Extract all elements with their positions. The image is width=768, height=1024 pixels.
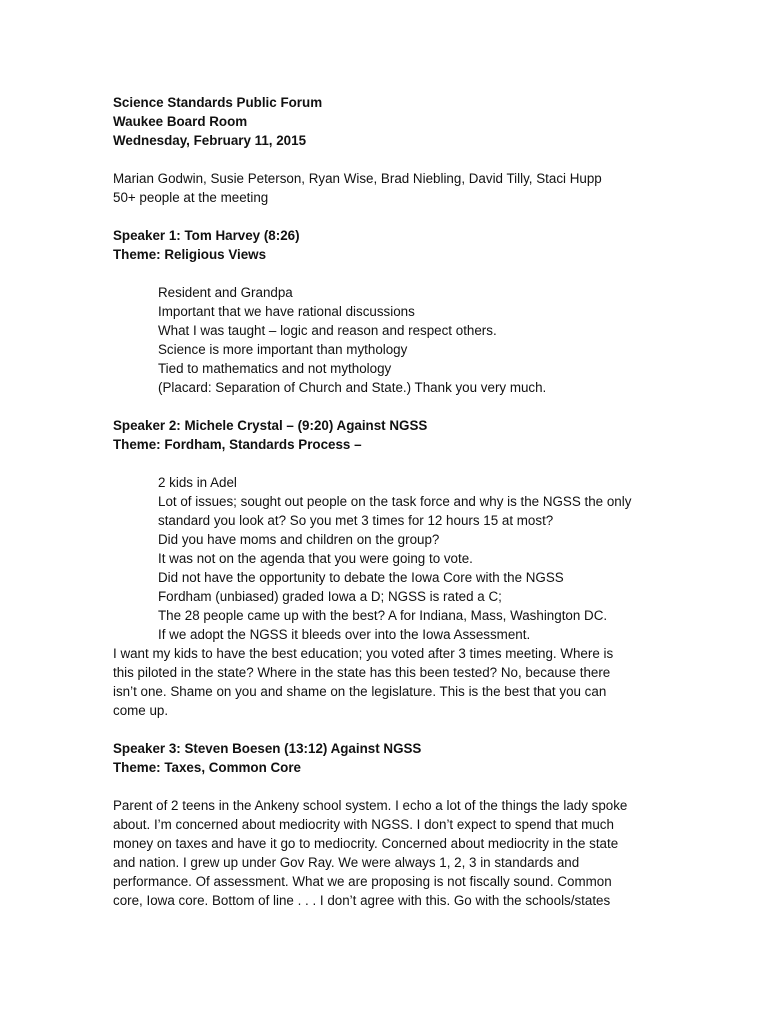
speaker-2-theme: Theme: Fordham, Standards Process –	[113, 437, 362, 452]
speaker-2-paragraph-line: this piloted in the state? Where in the state has this been tested? No, because there	[113, 665, 611, 680]
attendee-names: Marian Godwin, Susie Peterson, Ryan Wise, Brad Niebling, David Tilly, Staci Hupp	[113, 171, 602, 186]
speaker-2-paragraph-line: isn’t one. Shame on you and shame on the legislature. This is the best that you can	[113, 684, 607, 699]
speaker-1-heading: Speaker 1: Tom Harvey (8:26)	[113, 228, 300, 243]
speaker-1-note: Resident and Grandpa	[158, 285, 293, 300]
speaker-2-note: standard you look at? So you met 3 times for 12 hours 15 at most?	[158, 513, 554, 528]
speaker-3-paragraph-line: core, Iowa core. Bottom of line . . . I don’t agree with this. Go with the schools/states	[113, 893, 611, 908]
speaker-2-paragraph-line: I want my kids to have the best education; you voted after 3 times meeting. Where is	[113, 646, 614, 661]
speaker-2-note: It was not on the agenda that you were going to vote.	[158, 551, 473, 566]
speaker-3-heading: Speaker 3: Steven Boesen (13:12) Against NGSS	[113, 741, 422, 756]
forum-location: Waukee Board Room	[113, 114, 248, 129]
speaker-1-note: Science is more important than mythology	[158, 342, 408, 357]
speaker-1-note: (Placard: Separation of Church and State.) Thank you very much.	[158, 380, 547, 395]
speaker-2-note: Fordham (unbiased) graded Iowa a D; NGSS is rated a C;	[158, 589, 502, 604]
speaker-2-note: If we adopt the NGSS it bleeds over into the Iowa Assessment.	[158, 627, 531, 642]
speaker-2-note: The 28 people came up with the best? A for Indiana, Mass, Washington DC.	[158, 608, 608, 623]
attendee-count: 50+ people at the meeting	[113, 190, 269, 205]
speaker-2-paragraph-line: come up.	[113, 703, 169, 718]
speaker-1-note: Important that we have rational discussions	[158, 304, 415, 319]
speaker-3-paragraph-line: performance. Of assessment. What we are proposing is not fiscally sound. Common	[113, 874, 612, 889]
speaker-1-theme: Theme: Religious Views	[113, 247, 267, 262]
speaker-2-note: 2 kids in Adel	[158, 475, 237, 490]
forum-date: Wednesday, February 11, 2015	[113, 133, 307, 148]
forum-title: Science Standards Public Forum	[113, 95, 323, 110]
speaker-3-paragraph-line: and nation. I grew up under Gov Ray. We were always 1, 2, 3 in standards and	[113, 855, 580, 870]
speaker-2-note: Did you have moms and children on the group?	[158, 532, 440, 547]
speaker-3-paragraph-line: money on taxes and have it go to mediocrity. Concerned about mediocrity in the state	[113, 836, 619, 851]
speaker-3-paragraph-line: Parent of 2 teens in the Ankeny school system. I echo a lot of the things the lady spoke	[113, 798, 628, 813]
speaker-3-paragraph-line: about. I’m concerned about mediocrity with NGSS. I don’t expect to spend that much	[113, 817, 614, 832]
speaker-2-heading: Speaker 2: Michele Crystal – (9:20) Against NGSS	[113, 418, 428, 433]
speaker-1-note: What I was taught – logic and reason and respect others.	[158, 323, 497, 338]
speaker-3-theme: Theme: Taxes, Common Core	[113, 760, 302, 775]
speaker-2-note: Did not have the opportunity to debate the Iowa Core with the NGSS	[158, 570, 564, 585]
speaker-2-note: Lot of issues; sought out people on the task force and why is the NGSS the only	[158, 494, 632, 509]
speaker-1-note: Tied to mathematics and not mythology	[158, 361, 392, 376]
